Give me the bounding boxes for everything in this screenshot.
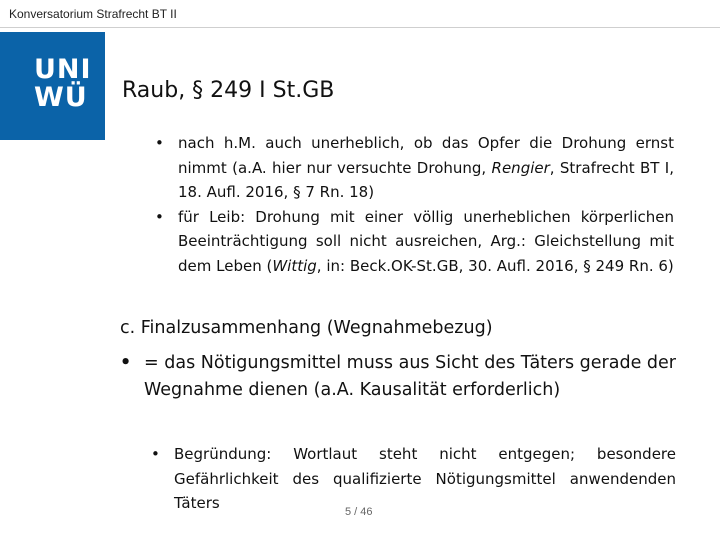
sub-bullet-item [148,442,676,516]
logo-line-2: WÜ [34,82,88,113]
bullet-text: = das Nötigungsmittel muss aus Sicht des Täters gerade der Wegnahme dienen (a.A. Kausalität erforderlich) [144,353,676,400]
sub-bullet-list-2 [148,442,676,516]
bullet-icon: • [155,207,164,226]
page-number: 5 / 46 [345,506,373,518]
bullet-text: nach h.M. auch unerheblich, ob das Opfer die Drohung ernst nimmt (a.A. hier nur versuchte Drohung, [178,134,674,177]
bullet-text-continued: , Strafrecht BT I, 18. Aufl. 2016, § 7 Rn. 18) [178,158,674,201]
course-header: Konversatorium Strafrecht BT II [9,7,177,21]
bullet-text: Begründung: Wortlaut steht nicht entgegen; besondere Gefährlichkeit des qualifizierte Nötigungsmittel anwendenden Täters [174,445,676,512]
main-bullet-item [120,350,676,404]
logo-line-1: UNI [34,54,92,85]
bullet-text-continued: , in: Beck.OK-St.GB, 30. Aufl. 2016, § 249 Rn. 6) [316,256,674,275]
sub-bullet-list-1 [152,131,674,278]
sub-bullet-item [152,131,674,205]
header-divider [0,27,720,28]
bullet-icon: • [151,445,160,463]
bullet-icon: • [155,134,164,152]
main-bullet-list [120,350,676,404]
section-heading: c. Finalzusammenhang (Wegnahmebezug) [120,318,493,338]
citation-author: Wittig [272,256,317,275]
slide-title: Raub, § 249 I St.GB [122,78,335,103]
bullet-icon: • [120,353,132,373]
logo-text [34,56,104,112]
bullet-text: für Leib: Drohung mit einer völlig unerheblichen körperlichen Beeinträchtigung soll nicht ausreichen, Arg.: Gleichstellung mit dem Leben ( [178,207,674,275]
sub-bullet-item [152,205,674,279]
citation-author: Rengier [491,158,550,177]
